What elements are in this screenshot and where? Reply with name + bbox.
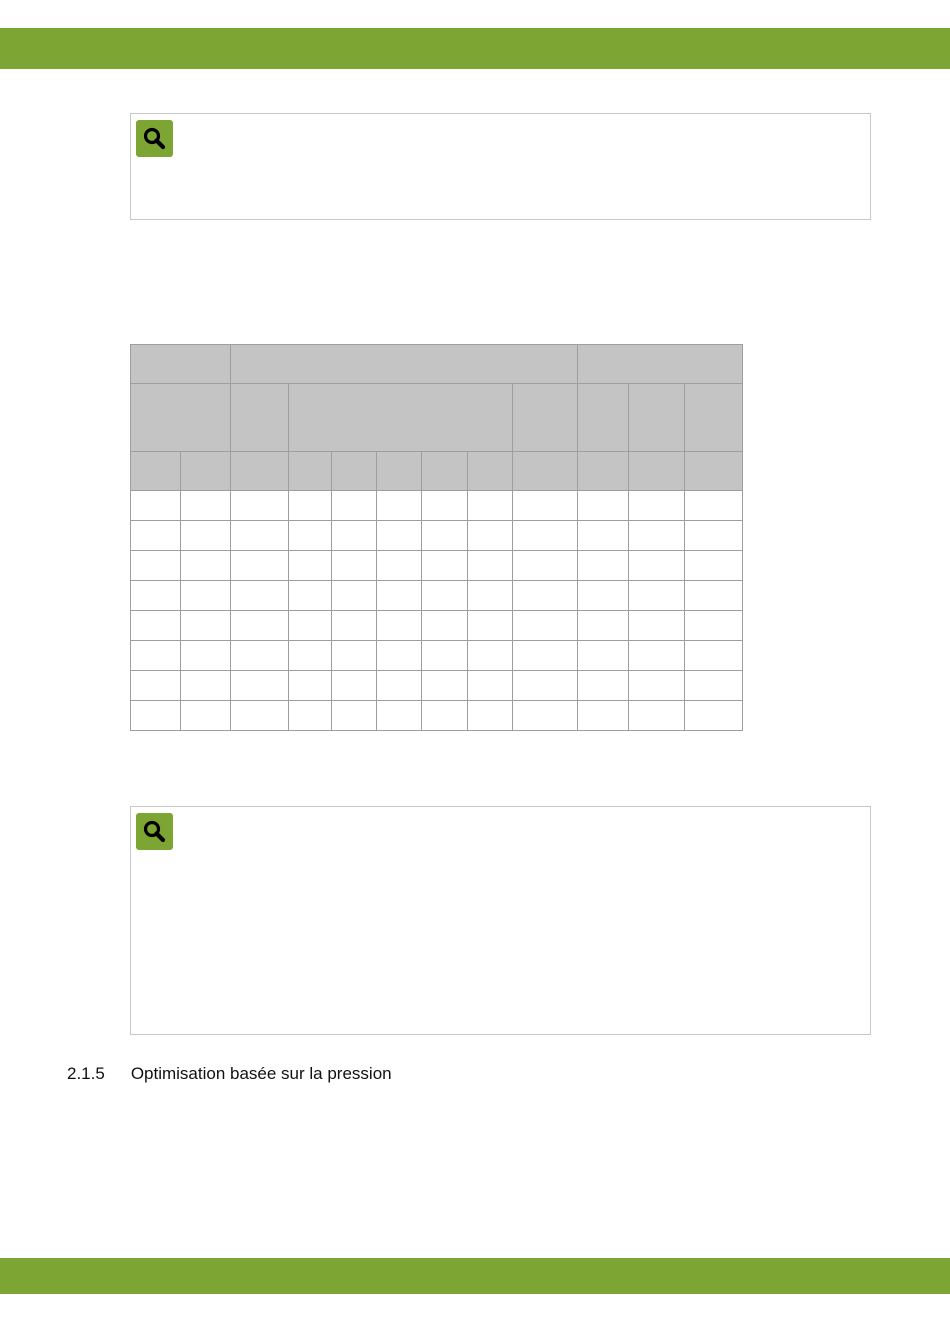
table-cell (578, 491, 629, 521)
table-cell (131, 551, 181, 581)
table-cell (422, 551, 468, 581)
table-cell (629, 611, 685, 641)
table-cell (685, 641, 743, 671)
table-row (131, 521, 743, 551)
table-cell (629, 491, 685, 521)
table-cell (332, 491, 377, 521)
table-cell (181, 671, 231, 701)
table-cell (332, 671, 377, 701)
table-cell (468, 641, 513, 671)
table-cell (685, 491, 743, 521)
table-cell (231, 521, 289, 551)
table-cell (629, 641, 685, 671)
table-cell (289, 671, 332, 701)
header-cell (422, 452, 468, 491)
header-band (0, 28, 950, 69)
header-cell (131, 345, 231, 384)
section-number: 2.1.5 (67, 1064, 105, 1083)
table-row (131, 611, 743, 641)
table-cell (289, 521, 332, 551)
header-cell (231, 345, 578, 384)
table-cell (629, 701, 685, 731)
header-cell (289, 384, 513, 452)
data-table (130, 344, 743, 731)
header-cell (578, 384, 629, 452)
header-cell (332, 452, 377, 491)
table-cell (468, 551, 513, 581)
table-cell (289, 641, 332, 671)
table-cell (685, 701, 743, 731)
table-cell (181, 701, 231, 731)
table-cell (181, 641, 231, 671)
table-cell (181, 491, 231, 521)
table-cell (513, 641, 578, 671)
table-cell (422, 611, 468, 641)
table-cell (231, 491, 289, 521)
note-box (130, 806, 871, 1035)
table-cell (131, 491, 181, 521)
table-cell (578, 581, 629, 611)
table-cell (468, 491, 513, 521)
table-cell (422, 581, 468, 611)
table-cell (468, 581, 513, 611)
table-cell (468, 521, 513, 551)
table-cell (181, 521, 231, 551)
header-cell (231, 384, 289, 452)
table-cell (513, 521, 578, 551)
table-cell (513, 701, 578, 731)
header-cell (685, 452, 743, 491)
table-cell (231, 641, 289, 671)
table-cell (513, 491, 578, 521)
footer-band (0, 1258, 950, 1294)
table-cell (231, 701, 289, 731)
table-cell (289, 611, 332, 641)
table-cell (131, 701, 181, 731)
section-heading (67, 1064, 392, 1084)
table-row (131, 491, 743, 521)
table-cell (131, 641, 181, 671)
table-cell (422, 521, 468, 551)
table-cell (332, 701, 377, 731)
table-cell (231, 581, 289, 611)
header-cell (131, 384, 231, 452)
header-cell (289, 452, 332, 491)
table-cell (578, 551, 629, 581)
table-cell (422, 671, 468, 701)
table-cell (578, 611, 629, 641)
table-cell (422, 491, 468, 521)
table-cell (332, 641, 377, 671)
table-cell (332, 551, 377, 581)
table-row (131, 701, 743, 731)
table-cell (513, 581, 578, 611)
table-cell (468, 611, 513, 641)
header-cell (131, 452, 181, 491)
table-row (131, 641, 743, 671)
table-row (131, 551, 743, 581)
table-cell (231, 671, 289, 701)
table-header-row (131, 452, 743, 491)
table-cell (377, 701, 422, 731)
header-cell (513, 452, 578, 491)
table-cell (685, 581, 743, 611)
table-cell (685, 611, 743, 641)
table-cell (289, 701, 332, 731)
table-cell (181, 581, 231, 611)
table-cell (332, 611, 377, 641)
header-cell (629, 452, 685, 491)
header-cell (629, 384, 685, 452)
header-cell (231, 452, 289, 491)
header-cell (181, 452, 231, 491)
table-cell (131, 671, 181, 701)
header-cell (578, 452, 629, 491)
table-header-row (131, 345, 743, 384)
table-cell (685, 671, 743, 701)
table-cell (629, 581, 685, 611)
table-cell (513, 551, 578, 581)
table-header-row (131, 384, 743, 452)
table-cell (332, 521, 377, 551)
table-cell (578, 701, 629, 731)
table-cell (181, 611, 231, 641)
table-cell (289, 551, 332, 581)
table-cell (422, 641, 468, 671)
magnifier-icon (136, 120, 173, 157)
table-cell (377, 611, 422, 641)
header-cell (578, 345, 743, 384)
table-cell (629, 551, 685, 581)
table-cell (289, 491, 332, 521)
table-cell (377, 581, 422, 611)
table-cell (332, 581, 377, 611)
table-cell (131, 581, 181, 611)
header-cell (685, 384, 743, 452)
table-row (131, 581, 743, 611)
header-cell (468, 452, 513, 491)
table-cell (377, 641, 422, 671)
table-cell (513, 671, 578, 701)
table-cell (468, 671, 513, 701)
table-cell (578, 641, 629, 671)
header-cell (377, 452, 422, 491)
table-cell (578, 521, 629, 551)
magnifier-icon (136, 813, 173, 850)
table-cell (422, 701, 468, 731)
table-cell (131, 611, 181, 641)
table-row (131, 671, 743, 701)
table-cell (231, 611, 289, 641)
table-cell (181, 551, 231, 581)
note-box (130, 113, 871, 220)
table-cell (629, 671, 685, 701)
table-cell (513, 611, 578, 641)
table-cell (629, 521, 685, 551)
table-cell (685, 521, 743, 551)
table-cell (231, 551, 289, 581)
table-cell (578, 671, 629, 701)
table-cell (377, 671, 422, 701)
table-cell (131, 521, 181, 551)
table-cell (468, 701, 513, 731)
header-cell (513, 384, 578, 452)
table-cell (685, 551, 743, 581)
section-title: Optimisation basée sur la pression (130, 1064, 392, 1083)
table-cell (377, 491, 422, 521)
table-cell (377, 521, 422, 551)
table-cell (377, 551, 422, 581)
table-cell (289, 581, 332, 611)
